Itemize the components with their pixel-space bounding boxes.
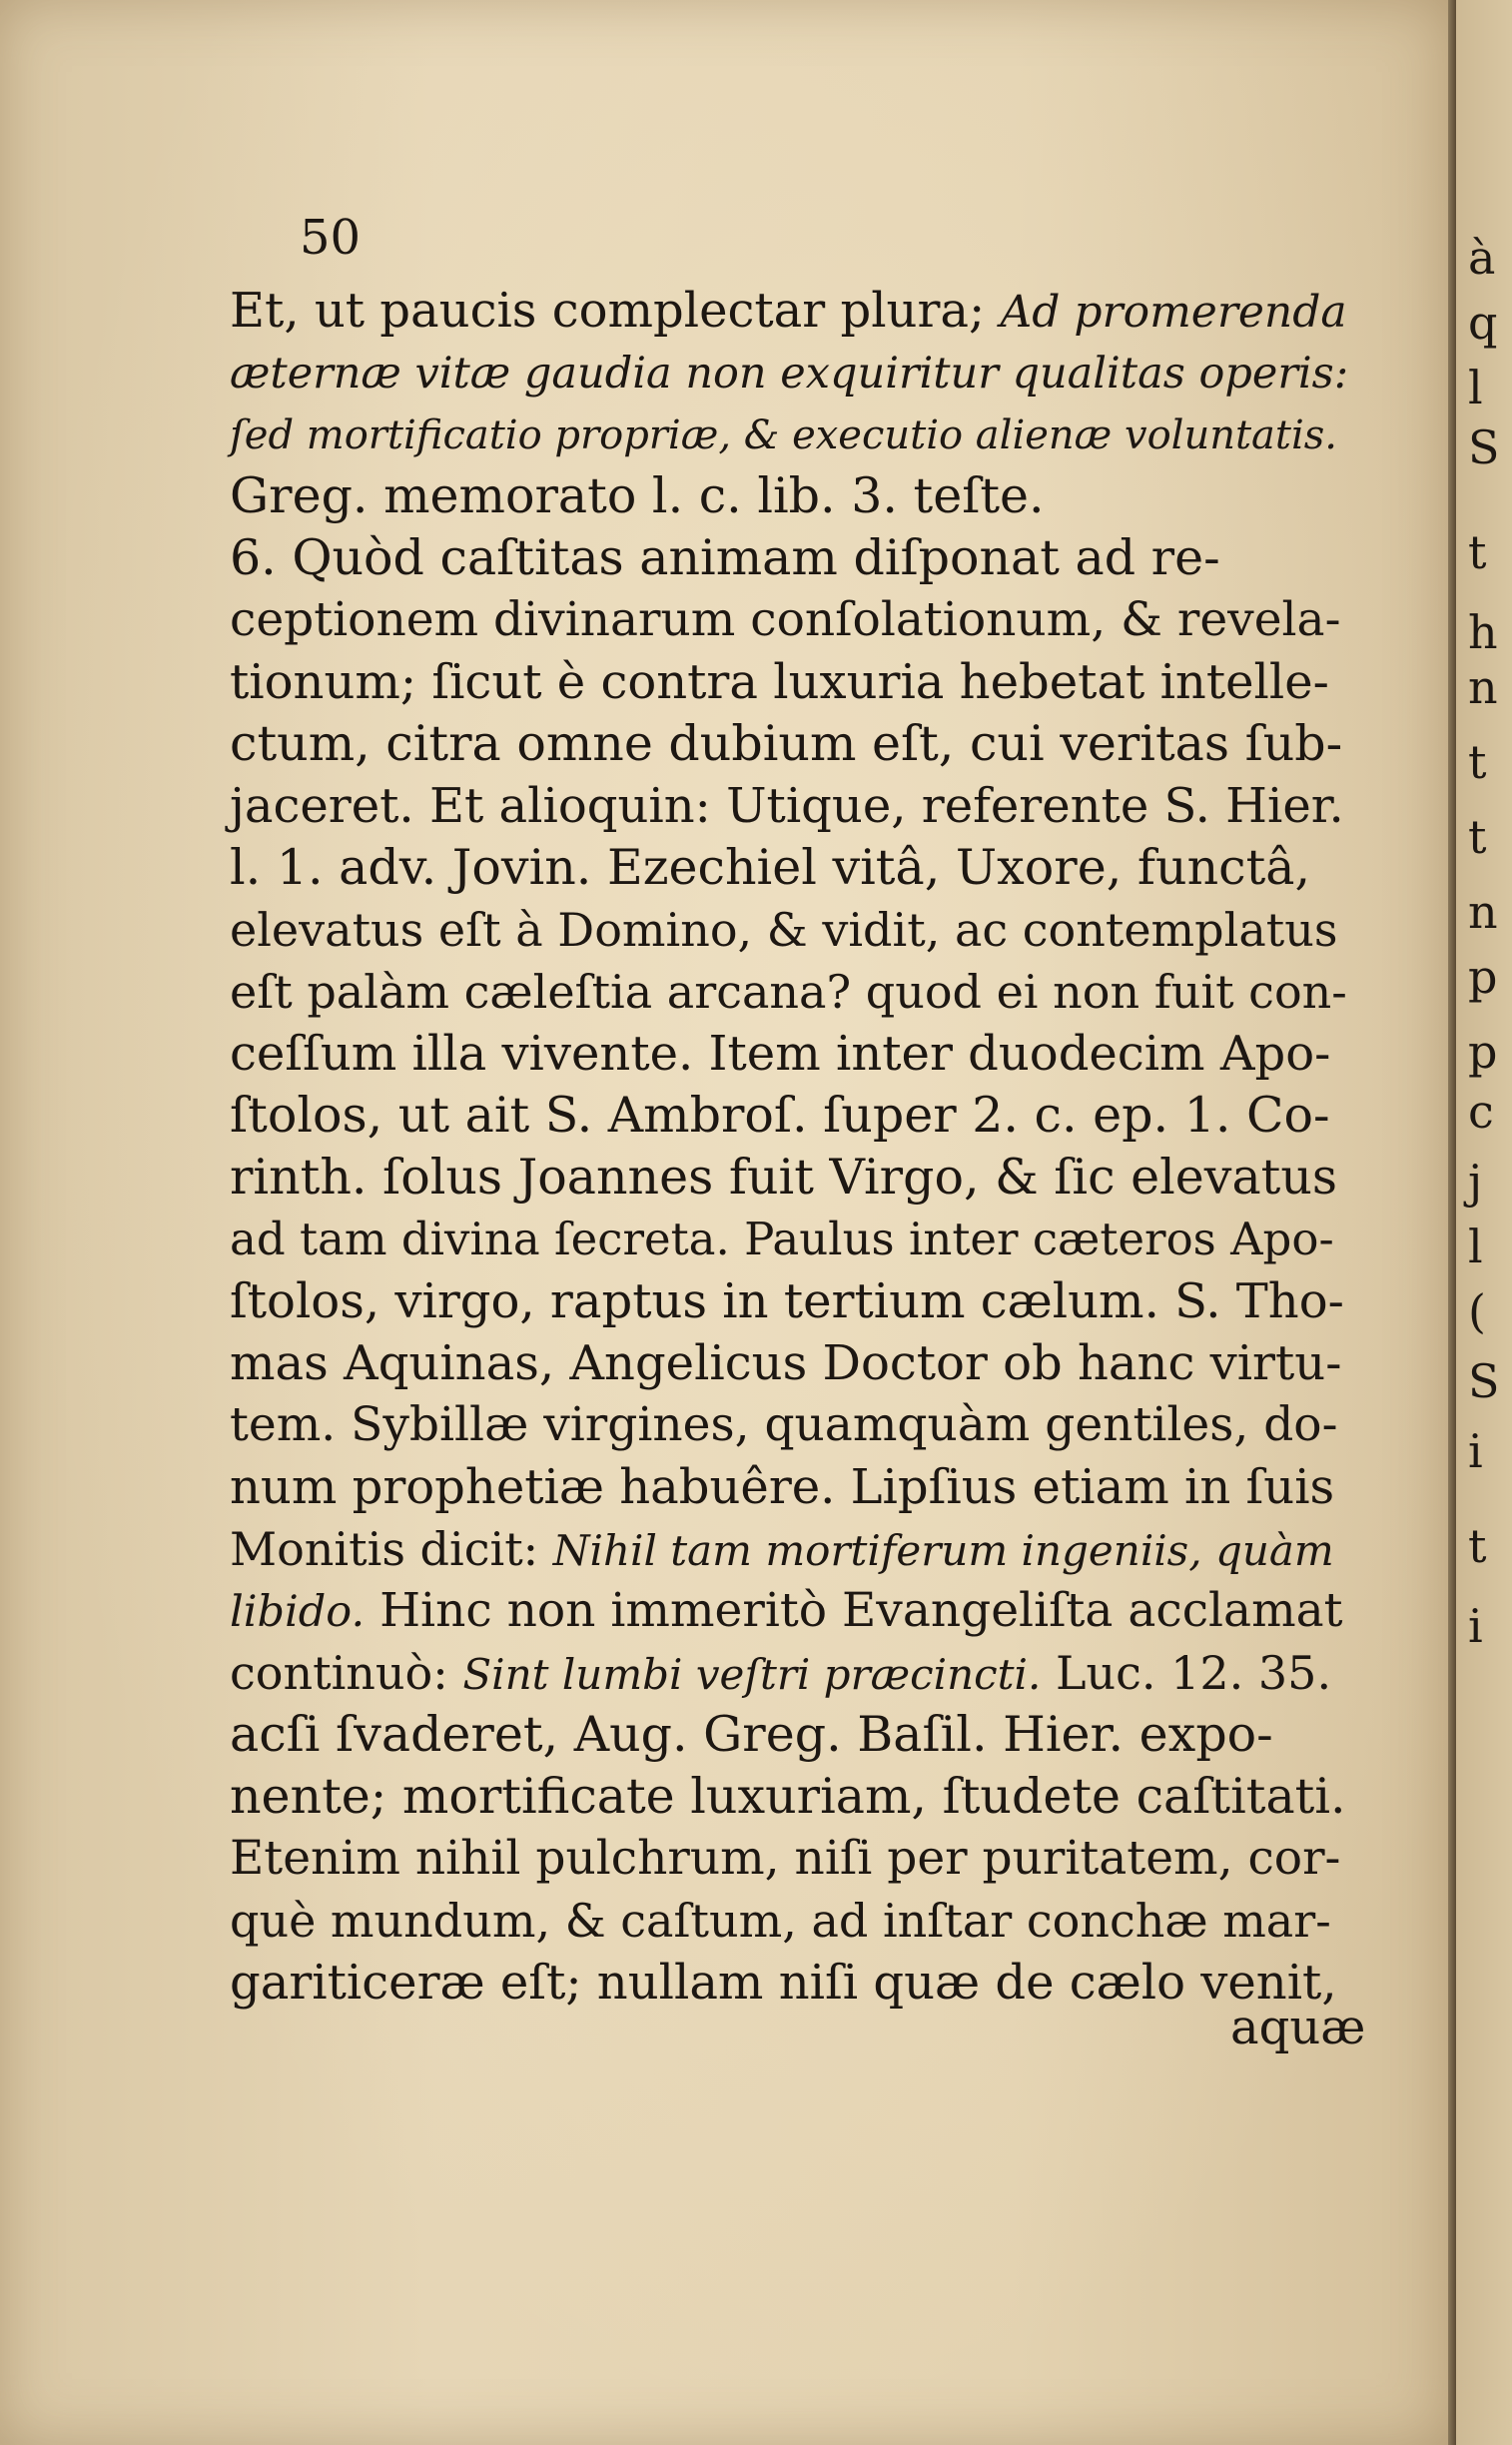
next-page-char: l <box>1468 361 1483 414</box>
text-line <box>230 651 1348 713</box>
text-line <box>230 1952 1348 2014</box>
next-page-char: c <box>1468 1085 1494 1139</box>
line-roman-text: jaceret. Et alioquin: Utique, referente S. Hier. <box>230 778 1344 834</box>
line-roman-text: què mundum, & caſtum, ad inſtar conchæ mar- <box>230 1894 1331 1948</box>
text-line <box>230 1147 1348 1209</box>
next-page-char: t <box>1468 1519 1487 1573</box>
line-italic-text: libido. <box>230 1587 366 1637</box>
line-roman-text: Hinc non immeritò Evangeliſta acclamat <box>365 1583 1343 1638</box>
text-line <box>230 1456 1348 1518</box>
text-line <box>230 1642 1348 1704</box>
line-roman-text: ceptionem divinarum conſolationum, & revela- <box>230 592 1341 647</box>
text-line <box>230 1766 1348 1828</box>
next-page-char: S <box>1468 1354 1500 1408</box>
text-line <box>230 775 1348 837</box>
text-line <box>230 837 1348 899</box>
text-line <box>230 527 1348 589</box>
next-page-char: i <box>1468 1599 1483 1653</box>
text-line <box>230 280 1348 342</box>
next-page-char: t <box>1468 810 1487 864</box>
line-roman-text: gariticeræ eſt; nullam niſi quæ de cælo venit, <box>230 1955 1337 2011</box>
line-roman-text: continuò: <box>230 1646 463 1700</box>
text-line <box>230 1704 1348 1766</box>
next-page-char: t <box>1468 525 1487 579</box>
line-roman-text: acſi ſvaderet, Aug. Greg. Baſil. Hier. expo- <box>230 1706 1273 1763</box>
line-roman-text: elevatus eſt à Domino, & vidit, ac contemplatus <box>230 903 1338 957</box>
line-roman-text: tionum; ſicut è contra luxuria hebetat intelle- <box>230 654 1329 710</box>
book-gutter <box>1448 0 1456 2445</box>
line-italic-text: Ad promerenda <box>1000 287 1347 338</box>
text-line <box>230 1394 1348 1456</box>
line-roman-text: ſtolos, ut ait S. Ambroſ. ſuper 2. c. ep. 1. Co- <box>230 1087 1330 1144</box>
text-line <box>230 1209 1348 1270</box>
next-page-char: à <box>1468 231 1496 285</box>
next-page-char: j <box>1468 1155 1483 1209</box>
next-page-char: h <box>1468 605 1498 659</box>
line-roman-text: ceſſum illa vivente. Item inter duodecim Apo- <box>230 1026 1331 1082</box>
text-line <box>230 1023 1348 1085</box>
next-page-char: t <box>1468 735 1487 789</box>
text-line <box>230 961 1348 1023</box>
text-line <box>230 465 1348 527</box>
next-page-char: p <box>1468 950 1498 1004</box>
line-roman-text: tem. Sybillæ virgines, quamquàm gentiles, do- <box>230 1397 1338 1452</box>
line-roman-text: Et, ut paucis complectar plura; <box>230 283 1001 339</box>
line-italic-text: Nihil tam mortiferum ingeniis, quàm <box>552 1526 1334 1575</box>
next-page-edge <box>1456 0 1512 2445</box>
line-italic-text: Sint lumbi veſtri præcincti. <box>462 1650 1042 1699</box>
text-line <box>230 1828 1348 1890</box>
text-line <box>230 713 1348 775</box>
line-roman-text: Luc. 12. 35. <box>1041 1646 1332 1700</box>
line-italic-text: æternæ vitæ gaudia non exquiritur qualitas operis: <box>230 349 1349 399</box>
body-text <box>230 280 1348 2014</box>
line-roman-text: ſtolos, virgo, raptus in tertium cælum. S. Tho- <box>230 1273 1344 1329</box>
text-line <box>230 404 1348 465</box>
text-line <box>230 1270 1348 1332</box>
next-page-char: l <box>1468 1220 1483 1273</box>
text-line <box>230 1518 1348 1580</box>
line-roman-text: rinth. ſolus Joannes fuit Virgo, & ſic elevatus <box>230 1149 1338 1206</box>
line-roman-text: num prophetiæ habuêre. Lipſius etiam in ſuis <box>230 1459 1335 1515</box>
line-roman-text: l. 1. adv. Jovin. Ezechiel vitâ, Uxore, functâ, <box>230 839 1311 896</box>
line-roman-text: Etenim nihil pulchrum, niſi per puritatem, cor- <box>230 1831 1341 1886</box>
catchword: aquæ <box>1230 2000 1366 2055</box>
text-line <box>230 1332 1348 1394</box>
text-line <box>230 589 1348 651</box>
line-roman-text: 6. Quòd caſtitas animam diſponat ad re- <box>230 529 1220 586</box>
next-page-char: ( <box>1468 1284 1486 1338</box>
text-line <box>230 1085 1348 1147</box>
next-page-char: i <box>1468 1424 1483 1478</box>
text-line <box>230 899 1348 961</box>
line-roman-text: nente; mortificate luxuriam, ſtudete caſtitati. <box>230 1768 1346 1825</box>
line-roman-text: mas Aquinas, Angelicus Doctor ob hanc virtu- <box>230 1335 1342 1391</box>
next-page-char: p <box>1468 1025 1498 1079</box>
line-italic-text: ſed mortificatio propriæ, & executio alienæ voluntatis. <box>230 412 1338 458</box>
text-line <box>230 1580 1348 1642</box>
line-roman-text: Monitis dicit: <box>230 1522 553 1576</box>
line-roman-text: ctum, citra omne dubium eſt, cui veritas ſub- <box>230 715 1343 772</box>
text-line <box>230 342 1348 404</box>
page-number: 50 <box>300 210 362 266</box>
line-roman-text: ad tam divina ſecreta. Paulus inter cæteros Apo- <box>230 1213 1334 1265</box>
next-page-char: n <box>1468 660 1498 714</box>
text-line <box>230 1890 1348 1952</box>
next-page-char: q <box>1468 296 1498 350</box>
line-roman-text: eſt palàm cæleſtia arcana? quod ei non fuit con- <box>230 965 1347 1019</box>
next-page-char: n <box>1468 885 1498 939</box>
next-page-char: S <box>1468 420 1500 474</box>
line-roman-text: Greg. memorato l. c. lib. 3. teſte. <box>230 467 1045 524</box>
